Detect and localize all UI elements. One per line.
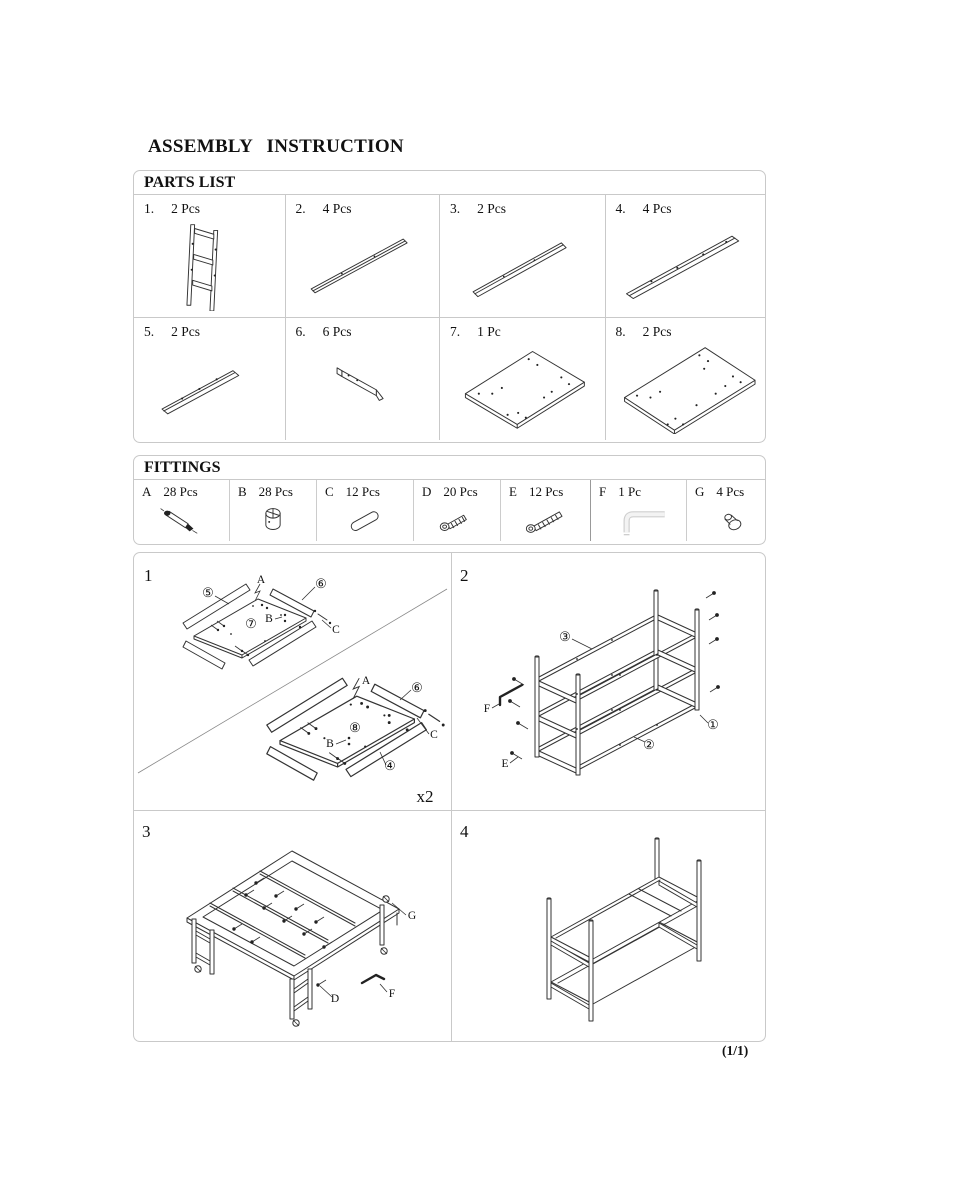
fitting-label — [591, 480, 686, 500]
fitting-a-callout-2: A — [361, 675, 371, 687]
allen-key-icon — [596, 500, 682, 540]
part-qty: 2 Pcs — [642, 324, 672, 339]
fitting-e-callout: E — [501, 758, 509, 770]
step-number: 2 — [460, 566, 469, 585]
part-cell-5 — [134, 318, 285, 440]
fitting-letter: D — [422, 484, 432, 499]
part-number: 3. — [450, 201, 461, 216]
part-number: 8. — [615, 324, 626, 339]
part-qty: 4 Pcs — [322, 201, 352, 216]
part-qty: 4 Pcs — [642, 201, 672, 216]
step-number: 3 — [142, 822, 151, 841]
parts-row-1 — [134, 195, 765, 317]
fittings-section — [133, 455, 766, 545]
fitting-cell-d — [413, 480, 500, 541]
allen-key-glyph — [362, 975, 384, 983]
fitting-f-callout: F — [388, 988, 396, 1000]
page-number: (1/1) — [722, 1043, 749, 1058]
parts-row-2 — [134, 317, 765, 440]
part-cell-1 — [134, 195, 285, 317]
fitting-letter: F — [599, 484, 607, 499]
part-label — [286, 318, 440, 340]
step-multiplier: x2 — [416, 787, 434, 806]
part-7-callout: ⑦ — [245, 616, 257, 631]
part-number: 2. — [295, 201, 306, 216]
fitting-cell-a — [134, 480, 229, 541]
fittings-row — [134, 480, 765, 541]
fitting-d-callout: D — [330, 993, 340, 1005]
fitting-qty: 1 Pc — [618, 484, 641, 499]
parts-list-section — [133, 170, 766, 443]
fitting-c-callout: C — [332, 624, 340, 636]
fitting-f-callout: F — [483, 703, 491, 715]
fitting-qty: 12 Pcs — [528, 484, 564, 499]
part-label — [606, 195, 765, 217]
step-4-diagram — [452, 811, 767, 1043]
fitting-label — [317, 480, 413, 500]
fitting-label — [687, 480, 774, 500]
part-1-side-frame-drawing — [135, 217, 283, 311]
fitting-b-callout: B — [265, 613, 273, 625]
fitting-cell-c — [316, 480, 413, 541]
part-8-panel-drawing — [611, 340, 759, 434]
fitting-qty: 20 Pcs — [443, 484, 478, 499]
fitting-letter: E — [509, 484, 517, 499]
step-number: 4 — [460, 822, 469, 841]
fitting-cell-e — [500, 480, 590, 541]
part-6-callout-2: ⑥ — [411, 680, 423, 695]
fitting-label — [501, 480, 590, 500]
fitting-label — [414, 480, 500, 500]
dowel-icon — [322, 500, 408, 540]
fitting-a-callout: A — [256, 574, 266, 586]
part-qty: 6 Pcs — [322, 324, 352, 339]
page-title: ASSEMBLY INSTRUCTION — [148, 136, 404, 157]
part-cell-6 — [285, 318, 440, 440]
fitting-letter: G — [695, 484, 705, 499]
part-2-callout: ② — [643, 737, 655, 752]
part-2-tube-drawing — [288, 217, 436, 311]
part-3-tube-drawing — [448, 217, 596, 311]
part-5-rail-drawing — [135, 340, 283, 434]
fitting-qty: 28 Pcs — [163, 484, 198, 499]
part-4-callout: ④ — [384, 758, 396, 773]
fitting-qty: 12 Pcs — [345, 484, 380, 499]
parts-list-header: PARTS LIST — [134, 171, 765, 195]
part-qty: 2 Pcs — [171, 324, 201, 339]
fitting-g-callout: G — [407, 910, 417, 922]
fitting-cell-b — [229, 480, 316, 541]
part-label — [134, 318, 285, 340]
step-2-diagram — [452, 553, 767, 810]
step-1-diagram — [134, 553, 451, 810]
part-5-callout: ⑤ — [202, 585, 214, 600]
part-number: 4. — [615, 201, 626, 216]
part-qty: 2 Pcs — [171, 201, 201, 216]
fittings-header: FITTINGS — [134, 456, 765, 480]
part-cell-4 — [605, 195, 765, 317]
part-number: 7. — [450, 324, 461, 339]
part-cell-2 — [285, 195, 440, 317]
fitting-cell-f — [590, 480, 686, 541]
cam-lock-icon — [230, 500, 316, 540]
fitting-qty: 28 Pcs — [258, 484, 293, 499]
step-number: 1 — [144, 566, 153, 585]
part-6-callout: ⑥ — [315, 576, 327, 591]
step-3-diagram — [134, 811, 451, 1043]
fitting-label — [134, 480, 229, 500]
part-8-callout: ⑧ — [349, 720, 361, 735]
part-cell-7 — [439, 318, 604, 440]
cam-bolt-icon — [139, 500, 225, 540]
part-6-bracket-drawing — [288, 340, 436, 434]
part-label — [440, 318, 604, 340]
fitting-c-callout-2: C — [430, 729, 438, 741]
fitting-letter: B — [238, 484, 247, 499]
part-7-panel-drawing — [448, 340, 596, 434]
part-cell-3 — [439, 195, 604, 317]
part-number: 6. — [295, 324, 306, 339]
fitting-cell-g — [686, 480, 774, 541]
glide-icon — [688, 500, 774, 540]
fitting-letter: A — [142, 484, 152, 499]
part-cell-8 — [605, 318, 765, 440]
fitting-qty: 4 Pcs — [716, 484, 745, 499]
part-label — [440, 195, 604, 217]
part-qty: 2 Pcs — [477, 201, 507, 216]
part-qty: 1 Pc — [477, 324, 501, 339]
fitting-b-callout-2: B — [326, 738, 334, 750]
long-bolt-icon — [503, 500, 589, 540]
part-label — [606, 318, 765, 340]
part-4-rail-drawing — [611, 217, 759, 311]
fitting-letter: C — [325, 484, 334, 499]
part-label — [134, 195, 285, 217]
fitting-label — [230, 480, 316, 500]
part-number: 5. — [144, 324, 155, 339]
part-1-callout: ① — [707, 717, 719, 732]
short-bolt-icon — [414, 500, 500, 540]
assembly-steps-section — [133, 552, 766, 1042]
part-number: 1. — [144, 201, 155, 216]
part-label — [286, 195, 440, 217]
part-3-callout: ③ — [559, 629, 571, 644]
